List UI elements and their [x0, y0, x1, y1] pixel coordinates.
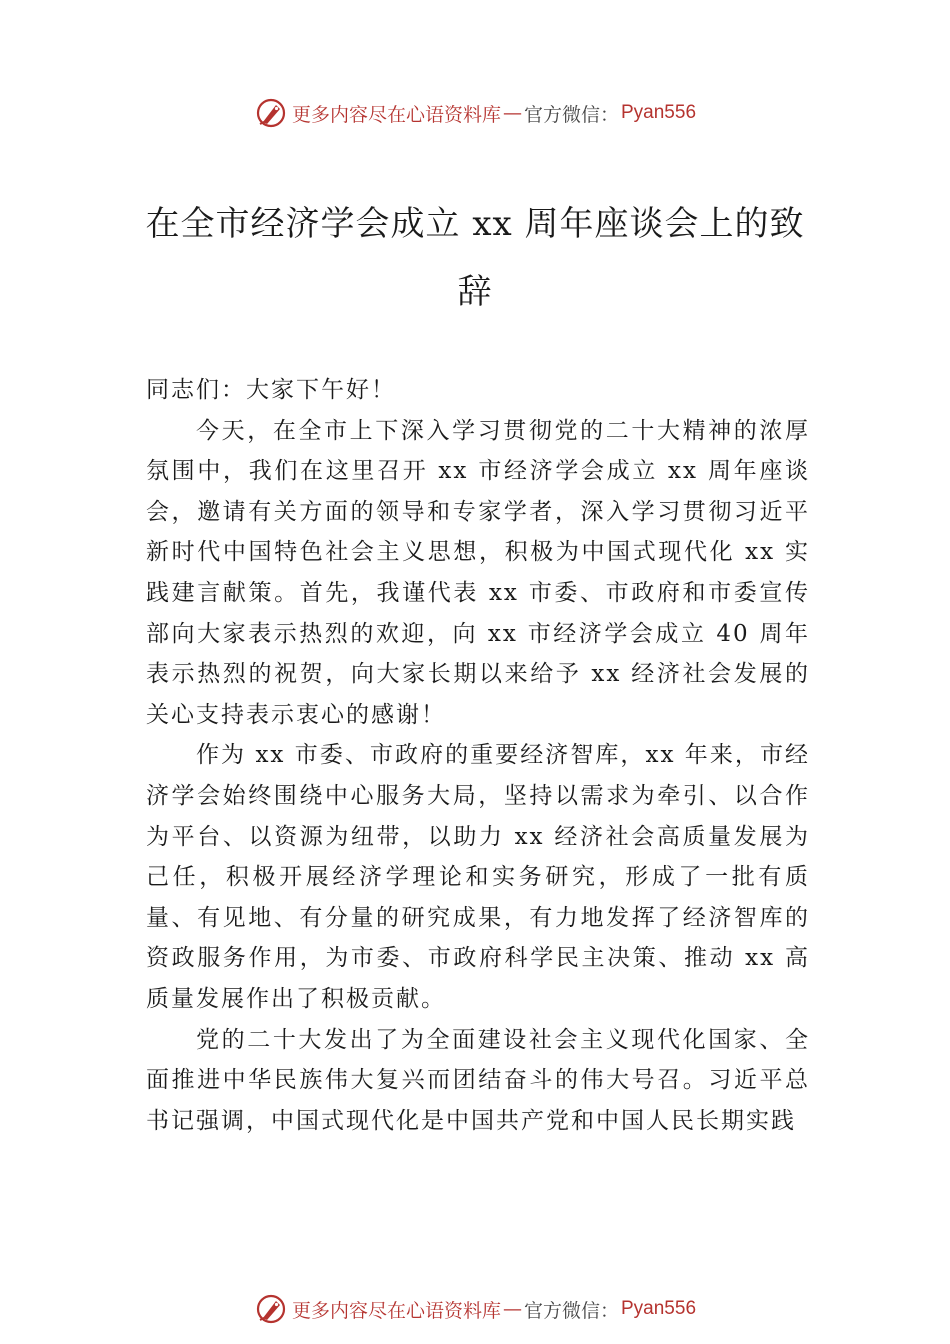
greeting: 同志们：大家下午好！ [146, 377, 396, 403]
paragraph: 党的二十大发出了为全面建设社会主义现代化国家、全面推进中华民族伟大复兴而团结奋斗的伟大号召。习近平总书记强调，中国式现代化是中国共产党和中国人民长期实践 [146, 1026, 810, 1134]
watermark-wechat-id: Pyan556 [621, 102, 697, 123]
pen-nib-icon [254, 96, 288, 130]
pen-nib-icon [254, 1292, 288, 1326]
watermark-brand: 更多内容尽在心语资料库 [291, 1299, 501, 1322]
watermark-wechat-id: Pyan556 [621, 1298, 697, 1319]
watermark-dash: — [502, 102, 522, 124]
watermark-label: 官方微信： [523, 1299, 619, 1322]
watermark-dash: — [502, 1298, 522, 1320]
paragraph: 作为 xx 市委、市政府的重要经济智库，xx 年来，市经济学会始终围绕中心服务大局，坚持以需求为牵引、以合作为平台、以资源为纽带，以助力 xx 经济社会高质量发展为己任，积极开展经济学理论和实务研究，形成了一批有质量、有见地、有分量的研究成果，有力地发挥了经济智库的资政服务作用，为市委、市政府科学民主决策、推动 xx 高质量发展作出了积极贡献。 [146, 742, 810, 1012]
watermark-label: 官方微信： [523, 103, 619, 126]
document-body [146, 370, 810, 1141]
watermark-footer [0, 1292, 950, 1326]
watermark-header [0, 96, 950, 130]
paragraph: 今天，在全市上下深入学习贯彻党的二十大精神的浓厚氛围中，我们在这里召开 xx 市经济学会成立 xx 周年座谈会，邀请有关方面的领导和专家学者，深入学习贯彻习近平新时代中国特色社会主义思想，积极为中国式现代化 xx 实践建言献策。首先，我谨代表 xx 市委、市政府和市委宣传部向大家表示热烈的欢迎，向 xx 市经济学会成立 40 周年表示热烈的祝贺，向大家长期以来给予 xx 经济社会发展的关心支持表示衷心的感谢！ [146, 417, 810, 728]
watermark-brand: 更多内容尽在心语资料库 [291, 103, 501, 126]
document-title: 在全市经济学会成立 xx 周年座谈会上的致辞 [145, 204, 805, 312]
